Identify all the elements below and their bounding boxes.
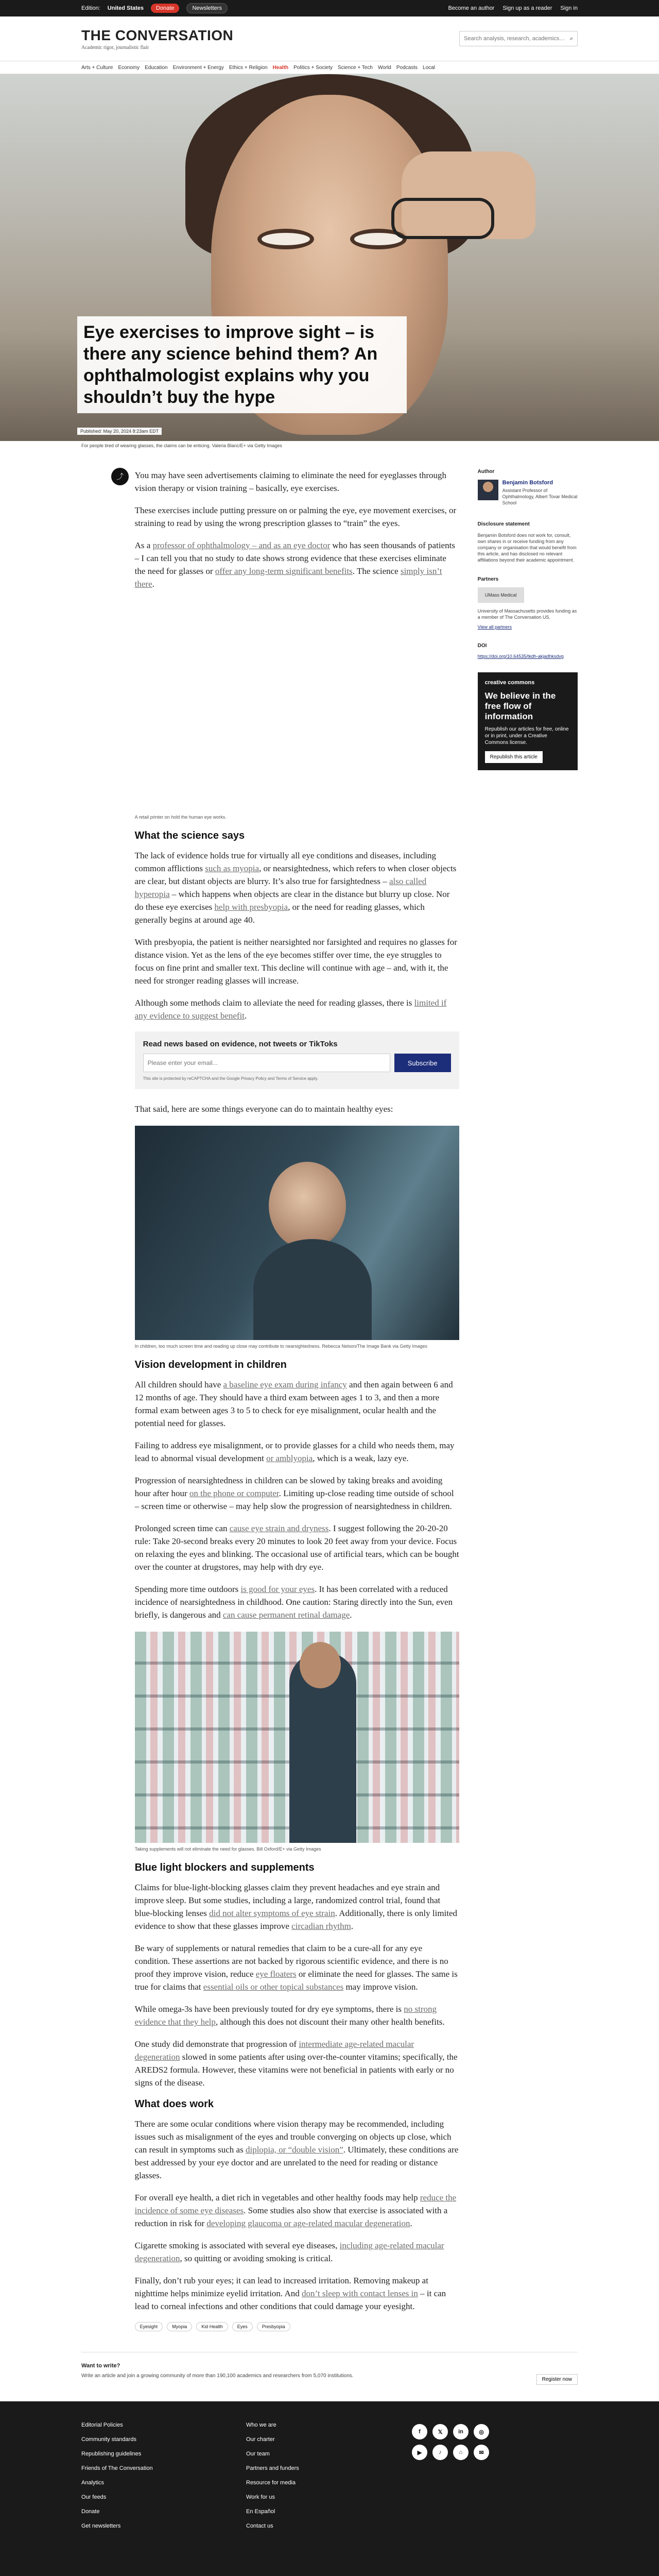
footer-link[interactable]: Resource for media — [246, 2480, 296, 2486]
tag-list — [135, 2322, 459, 2331]
nav-environment[interactable]: Environment + Energy — [172, 64, 224, 71]
footer-link[interactable]: Republishing guidelines — [81, 2451, 142, 2457]
paragraph-11: Prolonged screen time can cause eye strain and dryness. I suggest following the 20-20-20 rule: Take 20-second breaks every 20 minutes to look 20 feet away from your device. Focus on relaxing the eyes and blinking. The occasional use of artificial tears, which can be bought over the counter at drugstores, may help with dry eye. — [134, 1523, 459, 1572]
article-sidebar — [478, 452, 578, 2352]
tiktok-icon[interactable]: ♪ — [432, 2445, 448, 2460]
paragraph-19: Cigarette smoking is associated with several eye diseases, including age-related macular degeneration, so quitting or avoiding smoking is critical. — [134, 2241, 444, 2263]
author-heading: Author — [477, 469, 495, 474]
tag-item[interactable]: Eyesight — [135, 2322, 163, 2331]
doi-link[interactable]: https://doi.org/10.64535/tkdh-akjadhksdvg — [477, 654, 564, 659]
link-retinal-damage[interactable]: can cause permanent retinal damage — [222, 1610, 350, 1620]
article-headline: Eye exercises to improve sight – is there any science behind them? An ophthalmologist explains why you shouldn’t buy the hype — [83, 323, 378, 407]
footer-link[interactable]: Our charter — [246, 2436, 275, 2443]
share-column — [81, 452, 135, 2352]
paragraph-12: Spending more time outdoors is good for your eyes. It has been correlated with a reduced incidence of nearsightedness in childhood. One caution: Staring directly into the Sun, even briefly, is dangerous and can cause permanent retinal damage. — [134, 1584, 453, 1620]
paragraph-5: With presbyopia, the patient is neither nearsighted nor farsighted and requires no glasses for distance vision. Yet as the lens of the eye becomes stiffer over time, the eye struggles to focus on fine print and smaller text. This decline will continue with age – and, with it, the need for stronger reading glasses will increase. — [134, 937, 457, 986]
tag-item[interactable]: Kid Health — [196, 2322, 228, 2331]
author-role: Assistant Professor of Ophthalmology, Albert Tovar Medical School — [502, 488, 578, 505]
link-circadian[interactable]: circadian rhythm — [291, 1921, 351, 1931]
site-header — [0, 16, 659, 61]
signin-link[interactable]: Sign in — [560, 5, 578, 11]
footer-link[interactable]: Work for us — [246, 2494, 275, 2500]
footer-col-1 — [81, 2422, 246, 2537]
paragraph-15: While omega-3s have been previously touted for dry eye symptoms, there is no strong evidence that they help, although this does not discount their many other health benefits. — [134, 2004, 445, 2027]
view-partners-link[interactable]: View all partners — [477, 624, 512, 630]
link-omega3[interactable]: no strong evidence that they help — [134, 2004, 437, 2027]
write-text: Write an article and join a growing community of more than 190,100 academics and researchers from 5,070 institutions. — [81, 2373, 354, 2379]
footer-link[interactable]: Who we are — [246, 2422, 276, 2428]
paragraph-9: Failing to address eye misalignment, or to provide glasses for a child who needs them, may lead to abnormal visual development or amblyopia, which is a weak, lazy eye. — [134, 1440, 455, 1463]
paragraph-13: Claims for blue-light-blocking glasses claim they prevent headaches and eye strain and improve sleep. But some studies, including a large, randomized control trial, found that blue-blocking lenses did not alter symptoms of eye strain. Additionally, there is only limited evidence to show that these glasses improve circadian rhythm. — [134, 1883, 458, 1931]
link-smoking[interactable]: including age-related macular degeneration — [134, 2241, 444, 2263]
figure-3-image — [135, 1632, 459, 1843]
partners-heading: Partners — [477, 577, 499, 582]
link-eye-strain-study[interactable]: did not alter symptoms of eye strain — [209, 1908, 335, 1918]
footer-link[interactable]: Partners and funders — [246, 2465, 299, 2471]
nav-economy[interactable]: Economy — [118, 64, 140, 71]
social-links — [412, 2424, 505, 2460]
tag-item[interactable]: Eyes — [232, 2322, 253, 2331]
link-myopia[interactable]: such as myopia — [205, 863, 259, 873]
republish-button[interactable]: Republish this article — [485, 751, 543, 763]
figure-1-caption: A retail printer on hold the human eye works. — [134, 815, 227, 820]
search-box[interactable] — [459, 31, 578, 46]
paragraph-3: As a professor of ophthalmology – and as an eye doctor who has seen thousands of patients – I can tell you that no study to date shows strong evidence that these exercises eliminate the need for glasses or offer any long-term significant benefits. The science simply isn’t there. — [134, 540, 455, 589]
link-phone-computer[interactable]: on the phone or computer — [189, 1488, 279, 1498]
republish-title: We believe in the free flow of information — [484, 691, 556, 721]
site-logo[interactable] — [81, 27, 233, 50]
disclosure-heading: Disclosure statement — [477, 521, 530, 527]
link-long-term[interactable]: offer any long-term significant benefits — [215, 566, 353, 576]
link-science[interactable]: simply isn’t there — [134, 566, 442, 589]
newsletter-signup — [135, 1031, 459, 1089]
footer-link[interactable]: Analytics — [81, 2480, 105, 2486]
nav-health[interactable]: Health — [272, 64, 289, 71]
link-infancy-exam[interactable]: a baseline eye exam during infancy — [223, 1380, 347, 1389]
link-diplopia[interactable]: diplopia, or “double vision” — [245, 2145, 343, 2155]
creative-commons-logo: creative commons — [484, 680, 535, 686]
become-author-link[interactable]: Become an author — [448, 5, 495, 11]
paragraph-8: All children should have a baseline eye exam during infancy and then again between 6 and 12 months of age. They should have a third exam between ages 1 to 3, and then a more formal exam between ages 3 to 5 to check for eye misalignment, ocular health and the potential need for glasses. — [134, 1380, 453, 1428]
nav-ethics[interactable]: Ethics + Religion — [229, 64, 268, 71]
site-footer — [0, 2401, 659, 2576]
youtube-icon[interactable]: ▶ — [412, 2445, 427, 2460]
facebook-icon[interactable]: f — [412, 2424, 427, 2439]
heading-blue-light: Blue light blockers and supplements — [134, 1862, 315, 1873]
republish-box — [478, 672, 578, 770]
tag-item[interactable]: Presbyopia — [257, 2322, 290, 2331]
link-amblyopia[interactable]: or amblyopia — [266, 1453, 313, 1463]
link-glaucoma[interactable]: developing glaucoma or age-related macular degeneration — [206, 2218, 410, 2228]
paragraph-1: You may have seen advertisements claiming to eliminate the need for eyeglasses through vision therapy or vision training – basically, eye exercises. — [134, 470, 447, 493]
hero-image — [0, 74, 659, 441]
heading-what-works: What does work — [134, 2098, 214, 2110]
published-date: Published: May 20, 2024 8:23am EDT — [77, 428, 162, 435]
article-body — [135, 452, 459, 2352]
hero-caption: For people tired of wearing glasses, the claims can be enticing. Valeria Blanc/E+ via Getty Images — [81, 443, 282, 448]
paragraph-20: Finally, don’t rub your eyes; it can lead to increased irritation. Removing makeup at nighttime helps minimize eyelid irritation. And don’t sleep with contact lenses in – it can lead to corneal infections and other conditions that could damage your eyesight. — [134, 2276, 446, 2311]
link-macular[interactable]: intermediate age-related macular degeneration — [134, 2039, 414, 2062]
avatar[interactable] — [478, 480, 498, 500]
link-diet[interactable]: reduce the incidence of some eye diseases — [134, 2193, 457, 2215]
link-outdoors[interactable]: is good for your eyes — [240, 1584, 315, 1594]
tag-item[interactable]: Myopia — [167, 2322, 192, 2331]
partner-text: University of Massachusetts provides funding as a member of The Conversation US. — [477, 608, 577, 620]
footer-link[interactable]: Our feeds — [81, 2494, 107, 2500]
heading-science: What the science says — [134, 830, 245, 841]
footer-link[interactable]: Friends of The Conversation — [81, 2465, 153, 2471]
paragraph-17: There are some ocular conditions where vision therapy may be recommended, including issues such as misalignment of the eyes and trouble converging on objects up close, which can result in symptoms such as diplopia, or “double vision”. Ultimately, these conditions are best addressed by your eye doctor and are unrelated to the need for reading or distance glasses. — [134, 2119, 459, 2180]
figure-1 — [135, 601, 459, 821]
want-to-write — [81, 2352, 578, 2401]
mail-icon[interactable]: ✉ — [474, 2445, 489, 2460]
nav-podcasts[interactable]: Podcasts — [396, 64, 418, 71]
footer-link[interactable]: Editorial Policies — [81, 2422, 123, 2428]
link-contacts[interactable]: don’t sleep with contact lenses in — [302, 2289, 418, 2298]
search-input[interactable] — [464, 36, 570, 42]
hero-glasses-shape — [391, 198, 494, 239]
footer-link[interactable]: Contact us — [246, 2523, 273, 2529]
link-essential-oils[interactable]: essential oils or other topical substances — [203, 1982, 344, 1992]
figure-3-caption: Taking supplements will not eliminate the need for glasses. Bill Oxford/E+ via Getty Images — [134, 1846, 321, 1852]
doi-heading: DOI — [477, 643, 487, 649]
figure-3 — [135, 1632, 459, 1853]
share-icon[interactable]: ⤴ — [111, 468, 129, 485]
write-title: Want to write? — [81, 2363, 120, 2369]
link-presbyopia[interactable]: help with presbyopia — [214, 902, 288, 912]
figure-2-caption: In children, too much screen time and reading up close may contribute to nearsightedness. Rebecca Nelson/The Image Bank via Getty Images — [134, 1344, 427, 1349]
paragraph-6: Although some methods claim to alleviate the need for reading glasses, there is limited if any evidence to suggest benefit. — [134, 998, 447, 1021]
disclosure-text: Benjamin Botsford does not work for, consult, own shares in or receive funding from any company or organisation that would benefit from this article, and has disclosed no relevant affiliations beyond their academic appointment. — [477, 533, 577, 563]
hero-eye-left — [257, 229, 314, 249]
subscribe-button[interactable]: Subscribe — [394, 1054, 451, 1072]
figure-2-image — [135, 1126, 459, 1340]
nav-education[interactable]: Education — [145, 64, 168, 71]
author-name[interactable]: Benjamin Botsford — [502, 480, 553, 486]
footer-link[interactable]: En Español — [246, 2509, 275, 2515]
nav-arts[interactable]: Arts + Culture — [81, 64, 113, 71]
link-hyperopia[interactable]: also called hyperopia — [134, 876, 427, 899]
linkedin-icon[interactable]: in — [453, 2424, 469, 2439]
paragraph-10: Progression of nearsightedness in children can be slowed by taking breaks and avoiding hour after hour on the phone or computer. Limiting up-close reading time outside of school – screen time or otherwise – may help slow the progression of nearsightedness in children. — [134, 1476, 454, 1511]
newsletter-fine-print: This site is protected by reCAPTCHA and the Google Privacy Policy and Terms of Service apply. — [143, 1076, 318, 1081]
author-card[interactable] — [478, 480, 578, 506]
link-limited-evidence[interactable]: limited if any evidence to suggest benefit — [134, 998, 447, 1021]
logo-tagline: Academic rigor, journalistic flair — [81, 44, 149, 50]
search-icon[interactable]: ⌕ — [569, 35, 573, 42]
footer-link[interactable]: Donate — [81, 2509, 100, 2515]
register-button[interactable]: Register now — [536, 2374, 578, 2385]
article-layout — [0, 452, 659, 2352]
paragraph-14: Be wary of supplements or natural remedies that claim to be a cure-all for any eye condition. These assertions are not backed by rigorous scientific evidence, and there is no proof they improve vision, reduce eye floaters or eliminate the need for glasses. The same is true for claims that essential oils or other topical substances may improve vision. — [134, 1943, 458, 1992]
footer-col-2 — [246, 2422, 411, 2537]
footer-link[interactable]: Our team — [246, 2451, 270, 2457]
paragraph-7: That said, here are some things everyone can do to maintain healthy eyes: — [134, 1104, 393, 1114]
nav-local[interactable]: Local — [423, 64, 435, 71]
republish-text: Republish our articles for free, online or in print, under a Creative Commons license. — [484, 726, 569, 745]
heading-vision-children: Vision development in children — [134, 1359, 287, 1370]
partner-logo[interactable]: UMass Medical — [478, 587, 524, 603]
paragraph-2: These exercises include putting pressure on or palming the eye, eye movement exercises, or straining to read by using the wrong prescription glasses to “train” the eyes. — [134, 505, 457, 528]
nav-politics[interactable]: Politics + Society — [293, 64, 333, 71]
footer-link[interactable]: Get newsletters — [81, 2523, 121, 2529]
headline-box — [77, 316, 407, 413]
edition-selector[interactable]: United States — [107, 5, 144, 11]
figure-2 — [135, 1126, 459, 1350]
link-eye-strain[interactable]: cause eye strain and dryness — [229, 1523, 329, 1533]
instagram-icon[interactable]: ◎ — [474, 2424, 489, 2439]
signup-reader-link[interactable]: Sign up as a reader — [502, 5, 552, 11]
figure-1-image — [135, 601, 459, 811]
link-professor[interactable]: professor of ophthalmology – and as an eye doctor — [152, 540, 331, 550]
newsletter-email-input[interactable] — [143, 1054, 390, 1072]
x-icon[interactable]: 𝕏 — [432, 2424, 448, 2439]
footer-link[interactable]: Community standards — [81, 2436, 136, 2443]
logo-wordmark[interactable]: THE CONVERSATION — [81, 27, 234, 43]
paragraph-16: One study did demonstrate that progression of intermediate age-related macular degeneration slowed in some patients after using over-the-counter vitamins; specifically, the AREDS2 formula. However, these vitamins were not beneficial in patients with early or no signs of the disease. — [134, 2039, 458, 2088]
newsletter-title: Read news based on evidence, not tweets or TikToks — [143, 1040, 338, 1048]
section-nav — [0, 61, 659, 74]
nav-science[interactable]: Science + Tech — [338, 64, 373, 71]
top-bar — [0, 0, 659, 16]
home-icon[interactable]: ⌂ — [453, 2445, 469, 2460]
newsletters-button[interactable]: Newsletters — [186, 3, 227, 13]
nav-world[interactable]: World — [377, 64, 391, 71]
edition-label: Edition: — [81, 5, 100, 11]
paragraph-18: For overall eye health, a diet rich in vegetables and other healthy foods may help reduce the incidence of some eye diseases. Some studies also show that exercise is associated with a reduction in risk for developing glaucoma or age-related macular degeneration. — [134, 2193, 457, 2228]
donate-button[interactable]: Donate — [151, 4, 179, 13]
paragraph-4: The lack of evidence holds true for virtually all eye conditions and diseases, including common afflictions such as myopia, or nearsightedness, which refers to when closer objects are clear, but distant objects are blurry. It’s also true for farsightedness – also called hyperopia – which happens when objects are clear in the distance but blurry up close. Nor do these eye exercises help with presbyopia, or the need for reading glasses, which generally begins at around age 40. — [134, 851, 457, 925]
link-floaters[interactable]: eye floaters — [255, 1969, 297, 1979]
